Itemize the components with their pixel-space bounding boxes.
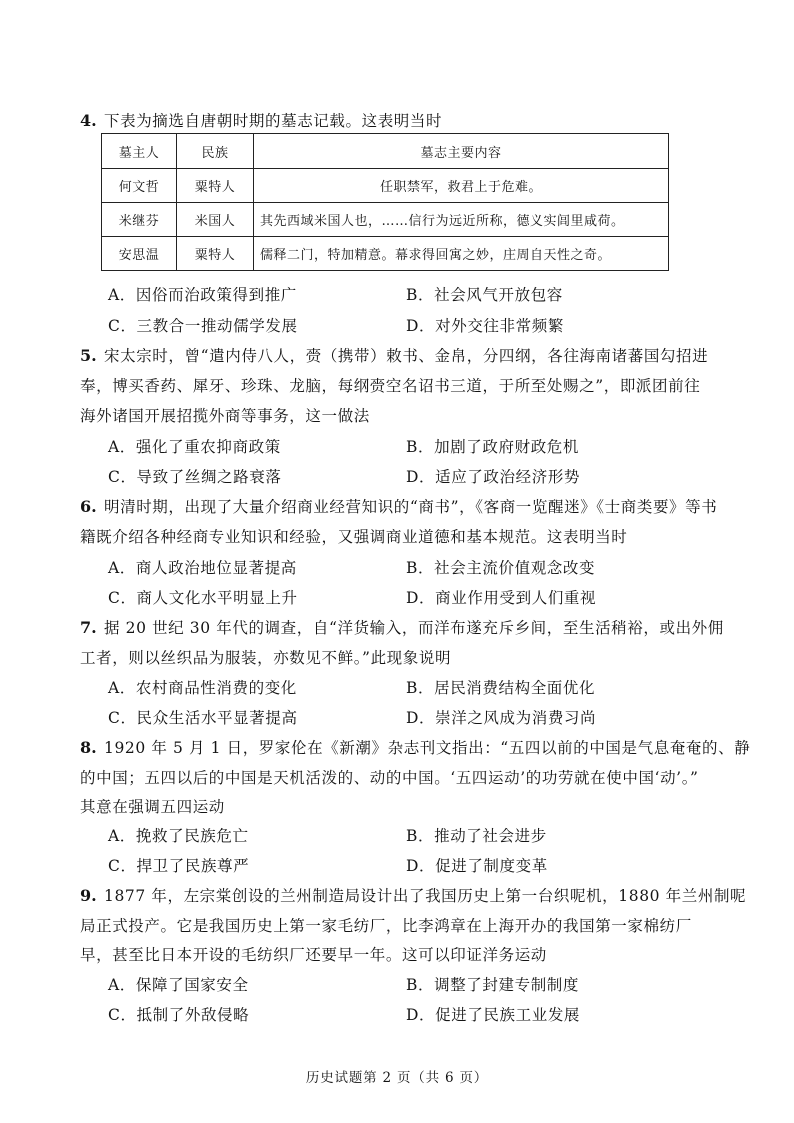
table-row bbox=[102, 237, 669, 271]
option-d[interactable]: D．对外交往非常频繁 bbox=[406, 317, 564, 335]
question-stem: 早，甚至比日本开设的毛纺织厂还要早一年。这可以印证洋务运动 bbox=[80, 946, 547, 964]
table-row bbox=[102, 203, 669, 237]
question-stem: 奉，博买香药、犀牙、珍珠、龙脑，每纲赍空名诏书三道，于所至处赐之”，即派团前往 bbox=[80, 377, 701, 395]
table-header: 墓志主要内容 bbox=[254, 134, 669, 169]
table-cell: 粟特人 bbox=[177, 237, 254, 271]
question-number: 4. bbox=[80, 111, 97, 130]
table-cell: 任职禁军，救君上于危难。 bbox=[254, 169, 669, 203]
option-a[interactable]: A．因俗而治政策得到推广 bbox=[108, 286, 297, 304]
question-stem: 1877 年，左宗棠创设的兰州制造局设计出了我国历史上第一台织呢机，1880 年兰州制呢 bbox=[104, 887, 747, 905]
question-stem: 籍既介绍各种经商专业知识和经验，又强调商业道德和基本规范。这表明当时 bbox=[80, 528, 628, 546]
option-b[interactable]: B．调整了封建专制制度 bbox=[406, 976, 579, 994]
option-c[interactable]: C．民众生活水平显著提高 bbox=[108, 709, 298, 727]
table-cell: 粟特人 bbox=[177, 169, 254, 203]
option-d[interactable]: D．促进了制度变革 bbox=[406, 857, 548, 875]
option-c[interactable]: C．导致了丝绸之路衰落 bbox=[108, 468, 282, 486]
option-a[interactable]: A．挽救了民族危亡 bbox=[108, 827, 249, 845]
option-c[interactable]: C．商人文化水平明显上升 bbox=[108, 589, 298, 607]
question-number: 5. bbox=[80, 346, 97, 365]
option-d[interactable]: D．促进了民族工业发展 bbox=[406, 1006, 581, 1024]
question-stem: 宋太宗时，曾“遣内侍八人，赍（携带）敕书、金帛，分四纲，各往海南诸蕃国勾招进 bbox=[104, 347, 709, 365]
option-b[interactable]: B．加剧了政府财政危机 bbox=[406, 438, 579, 456]
question-stem: 局正式投产。它是我国历史上第一家毛纺厂，比李鸿章在上海开办的我国第一家棉纺厂 bbox=[80, 917, 692, 935]
question-number: 8. bbox=[80, 738, 97, 757]
option-a[interactable]: A．商人政治地位显著提高 bbox=[108, 559, 297, 577]
table-cell: 安思温 bbox=[102, 237, 177, 271]
question-stem: 据 20 世纪 30 年代的调查，自“洋货输入，而洋布遂充斥乡间，至生活稍裕，或出外佣 bbox=[104, 619, 724, 637]
question-stem: 的中国；五四以后的中国是天机活泼的、动的中国。‘五四运动’的功劳就在使中国‘动’。” bbox=[80, 769, 699, 787]
question-stem: 海外诸国开展招揽外商等事务，这一做法 bbox=[80, 407, 370, 425]
table-header-row bbox=[102, 134, 669, 169]
table-cell: 米国人 bbox=[177, 203, 254, 237]
question-number: 7. bbox=[80, 618, 97, 637]
question-number: 6. bbox=[80, 497, 97, 516]
table-cell: 米继芬 bbox=[102, 203, 177, 237]
question-number: 9. bbox=[80, 886, 97, 905]
table-header: 民族 bbox=[177, 134, 254, 169]
table-row bbox=[102, 169, 669, 203]
question-stem: 工者，则以丝织品为服装，亦数见不鲜。”此现象说明 bbox=[80, 649, 452, 667]
question-stem: 下表为摘选自唐朝时期的墓志记载。这表明当时 bbox=[104, 112, 443, 130]
question-stem: 明清时期，出现了大量介绍商业经营知识的“商书”，《客商一览醒迷》《士商类要》等书 bbox=[104, 498, 718, 516]
table-cell: 何文哲 bbox=[102, 169, 177, 203]
option-b[interactable]: B．推动了社会进步 bbox=[406, 827, 547, 845]
option-a[interactable]: A．农村商品性消费的变化 bbox=[108, 679, 297, 697]
option-b[interactable]: B．社会主流价值观念改变 bbox=[406, 559, 596, 577]
option-d[interactable]: D．商业作用受到人们重视 bbox=[406, 589, 597, 607]
table-cell: 其先西域米国人也，……信行为远近所称，德义实闾里咸荷。 bbox=[254, 203, 669, 237]
question-stem: 其意在强调五四运动 bbox=[80, 798, 225, 816]
option-d[interactable]: D．适应了政治经济形势 bbox=[406, 468, 581, 486]
option-c[interactable]: C．捍卫了民族尊严 bbox=[108, 857, 250, 875]
option-b[interactable]: B．居民消费结构全面优化 bbox=[406, 679, 596, 697]
option-b[interactable]: B．社会风气开放包容 bbox=[406, 286, 563, 304]
option-d[interactable]: D．崇洋之风成为消费习尚 bbox=[406, 709, 597, 727]
option-a[interactable]: A．强化了重农抑商政策 bbox=[108, 438, 281, 456]
option-a[interactable]: A．保障了国家安全 bbox=[108, 976, 249, 994]
epitaph-table bbox=[101, 133, 669, 271]
option-c[interactable]: C．三教合一推动儒学发展 bbox=[108, 317, 298, 335]
option-c[interactable]: C．抵制了外敌侵略 bbox=[108, 1006, 250, 1024]
table-cell: 儒释二门，特加精意。幕求得回寓之妙，庄周自天性之奇。 bbox=[254, 237, 669, 271]
table-header: 墓主人 bbox=[102, 134, 177, 169]
page-footer: 历史试题第 2 页（共 6 页） bbox=[305, 1070, 489, 1086]
question-stem: 1920 年 5 月 1 日，罗家伦在《新潮》杂志刊文指出：“五四以前的中国是气息奄奄的、静 bbox=[104, 739, 751, 757]
